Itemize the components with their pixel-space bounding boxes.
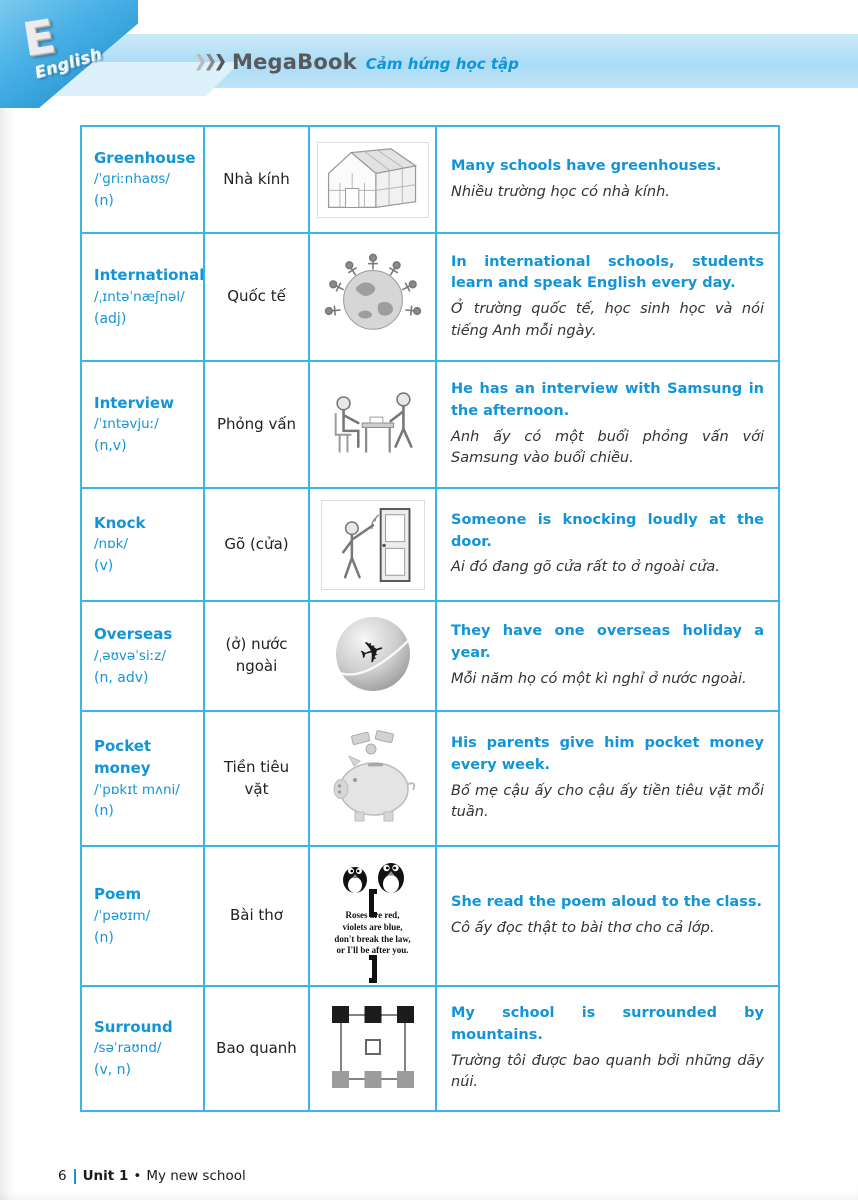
example-cell: [436, 601, 779, 711]
image-cell: [309, 846, 436, 986]
example-vietnamese: Trường tôi được bao quanh bởi những dãy núi.: [451, 1052, 764, 1091]
birds-poem-sign-illustration: [317, 856, 429, 976]
example-english: He has an interview with Samsung in the afternoon.: [451, 381, 764, 419]
job-interview-illustration: [319, 377, 427, 469]
page-number: 6: [58, 1168, 67, 1184]
table-row: [81, 846, 779, 986]
example-english: Many schools have greenhouses.: [451, 157, 722, 174]
image-cell: [309, 601, 436, 711]
example-cell: [436, 126, 779, 233]
chevrons-icon: [196, 54, 226, 71]
word-cell: [81, 488, 204, 601]
footer-divider: [74, 1169, 76, 1184]
meaning-cell: Bao quanh: [204, 986, 309, 1111]
section-title: My new school: [146, 1168, 246, 1184]
example-english: Someone is knocking loudly at the door.: [451, 511, 764, 550]
meaning-cell: Phỏng vấn: [204, 361, 309, 488]
pronunciation: /ˈɪntəvjuː/: [94, 416, 159, 433]
example-vietnamese: Ở trường quốc tế, học sinh học và nói tiếng Anh mỗi ngày.: [451, 301, 764, 339]
word-cell: [81, 986, 204, 1111]
vocab-table: [80, 125, 780, 1112]
example-english: His parents give him pocket money every week.: [451, 735, 764, 773]
image-cell: [309, 488, 436, 601]
example-english: They have one overseas holiday a year.: [451, 623, 764, 662]
word-cell: [81, 711, 204, 846]
part-of-speech: (adj): [94, 310, 127, 327]
word-cell: [81, 126, 204, 233]
part-of-speech: (v, n): [94, 1062, 131, 1079]
table-row: [81, 711, 779, 846]
greenhouse-illustration: [317, 142, 429, 218]
example-english: She read the poem aloud to the class.: [451, 894, 762, 911]
pronunciation: /ˈɡriːnhaʊs/: [94, 171, 170, 188]
pronunciation: /səˈraʊnd/: [94, 1040, 162, 1057]
children-around-globe-illustration: [319, 246, 427, 344]
example-english: My school is surrounded by mountains.: [451, 1005, 764, 1043]
brand-tagline: Cảm hứng học tập: [365, 55, 519, 73]
pronunciation: /ˌəʊvəˈsiːz/: [94, 647, 166, 664]
meaning-cell: Tiền tiêu vặt: [204, 711, 309, 846]
table-row: [81, 126, 779, 233]
globe-airplane-illustration: [323, 610, 423, 698]
example-cell: [436, 488, 779, 601]
word-cell: [81, 233, 204, 361]
meaning-cell: Nhà kính: [204, 126, 309, 233]
word-cell: [81, 361, 204, 488]
example-cell: [436, 361, 779, 488]
table-row: [81, 488, 779, 601]
logo-letter: E: [19, 8, 59, 67]
footer-bullet: •: [133, 1168, 142, 1184]
poem-sign: [317, 889, 429, 983]
part-of-speech: (n): [94, 803, 114, 820]
meaning-cell: (ở) nước ngoài: [204, 601, 309, 711]
megabook-brand: [196, 50, 519, 74]
image-cell: [309, 711, 436, 846]
part-of-speech: (n): [94, 193, 114, 210]
example-vietnamese: Nhiều trường học có nhà kính.: [451, 183, 670, 200]
brand-name: MegaBook: [232, 50, 357, 74]
unit-label: Unit 1: [82, 1168, 129, 1184]
example-vietnamese: Anh ấy có một buổi phỏng vấn với Samsung vào buổi chiều.: [451, 428, 764, 467]
vocab-word: Pocket money: [94, 736, 152, 778]
knocking-at-door-illustration: [321, 500, 425, 590]
example-vietnamese: Cô ấy đọc thật to bài thơ cho cả lớp.: [451, 920, 715, 936]
image-cell: [309, 361, 436, 488]
svg-text:✈: ✈: [354, 632, 390, 674]
word-cell: [81, 601, 204, 711]
image-cell: [309, 233, 436, 361]
pronunciation: /ˌɪntəˈnæʃnəl/: [94, 288, 185, 305]
poem-line: Roses are red,: [345, 910, 400, 921]
vocab-word: Interview: [94, 393, 174, 412]
table-row: [81, 361, 779, 488]
example-cell: [436, 846, 779, 986]
part-of-speech: (n): [94, 929, 114, 946]
meaning-cell: Quốc tế: [204, 233, 309, 361]
example-cell: [436, 711, 779, 846]
meaning-cell: Gõ (cửa): [204, 488, 309, 601]
vocab-word: Overseas: [94, 625, 173, 644]
example-vietnamese: Mỗi năm họ có một kì nghỉ ở nước ngoài.: [451, 670, 747, 687]
vocab-word: Greenhouse: [94, 148, 196, 167]
vocab-word: Poem: [94, 885, 142, 904]
meaning-cell: Bài thơ: [204, 846, 309, 986]
part-of-speech: (v): [94, 558, 114, 575]
poem-line: or I'll be after you.: [336, 945, 409, 956]
page-footer: [58, 1168, 246, 1184]
image-cell: [309, 986, 436, 1111]
table-row: [81, 986, 779, 1111]
selection-square-illustration: [326, 1000, 420, 1094]
logo-word: English: [32, 43, 104, 83]
word-cell: [81, 846, 204, 986]
pronunciation: /ˈpəʊɪm/: [94, 907, 151, 924]
poem-line: violets are blue,: [342, 921, 403, 932]
example-cell: [436, 986, 779, 1111]
vocab-word: International: [94, 266, 205, 285]
example-cell: [436, 233, 779, 361]
part-of-speech: (n,v): [94, 438, 127, 455]
example-vietnamese: Bố mẹ cậu ấy cho cậu ấy tiền tiêu vặt mỗi tuần.: [451, 782, 764, 821]
pronunciation: /nɒk/: [94, 536, 129, 553]
part-of-speech: (n, adv): [94, 669, 149, 686]
poem-line: don't break the law,: [334, 933, 411, 944]
vocab-word: Knock: [94, 513, 146, 532]
table-row: [81, 601, 779, 711]
example-english: In international schools, students learn and speak English every day.: [451, 253, 764, 292]
pronunciation: /ˈpɒkɪt mʌni/: [94, 781, 180, 798]
example-vietnamese: Ai đó đang gõ cửa rất to ở ngoài cửa.: [451, 559, 720, 576]
vocab-word: Surround: [94, 1017, 173, 1036]
image-cell: [309, 126, 436, 233]
piggy-bank-illustration: [322, 729, 424, 825]
table-row: [81, 233, 779, 361]
